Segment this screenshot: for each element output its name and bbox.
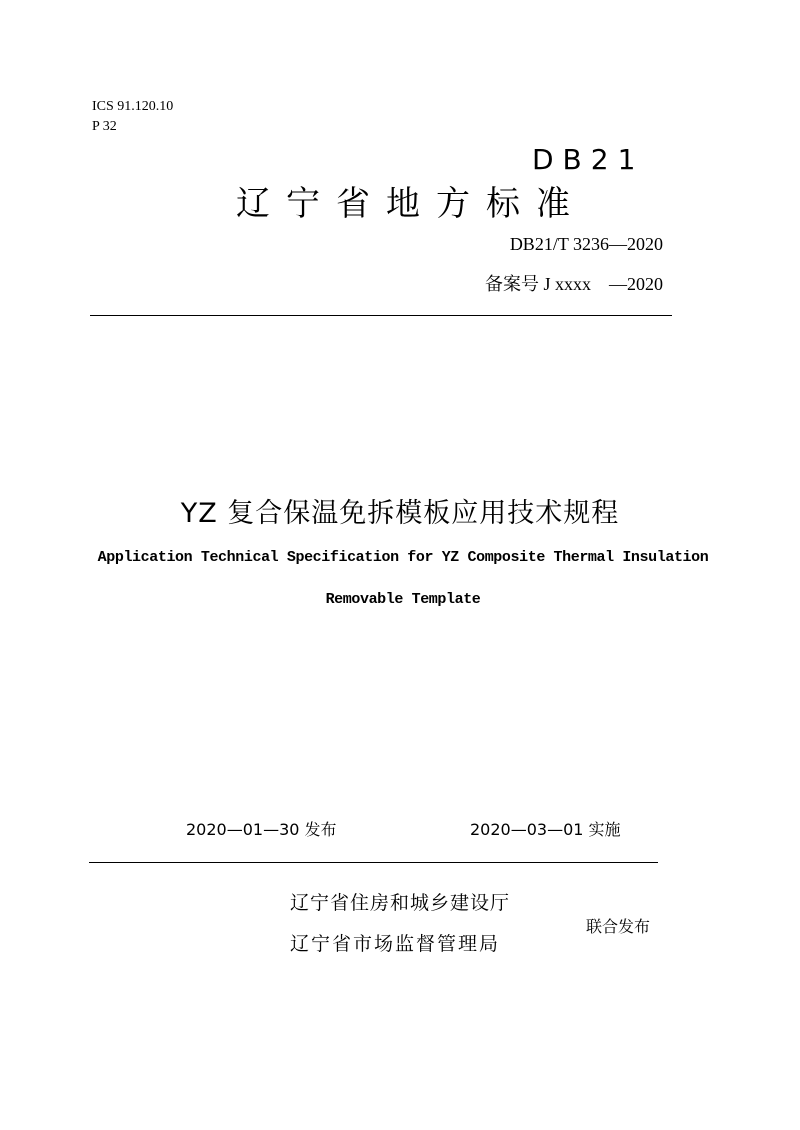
standard-type-title: 辽宁省地方标准 [236,184,586,224]
implementation-date: 2020—03—01 实施 [470,820,621,839]
db-code: DB21 [532,143,645,176]
category-code: P 32 [92,119,117,134]
issue-date: 2020—01—30 发布 [186,820,337,839]
document-title-english-line1: Application Technical Specification for YZ Composite Thermal Insulation [97,549,709,566]
top-divider [90,315,672,316]
standard-number: DB21/T 3236—2020 [509,234,663,254]
document-title-english-line2: Removable Template [325,591,481,608]
issuing-agency-market: 辽宁省市场监督管理局 [290,933,501,955]
issuing-agency-housing: 辽宁省住房和城乡建设厅 [290,892,511,914]
bottom-divider [89,862,658,863]
ics-code: ICS 91.120.10 [92,99,174,114]
joint-issue-label: 联合发布 [586,917,651,936]
record-number: 备案号 J xxxx —2020 [484,274,663,294]
document-title-chinese: YZ 复合保温免拆模板应用技术规程 [180,498,620,529]
